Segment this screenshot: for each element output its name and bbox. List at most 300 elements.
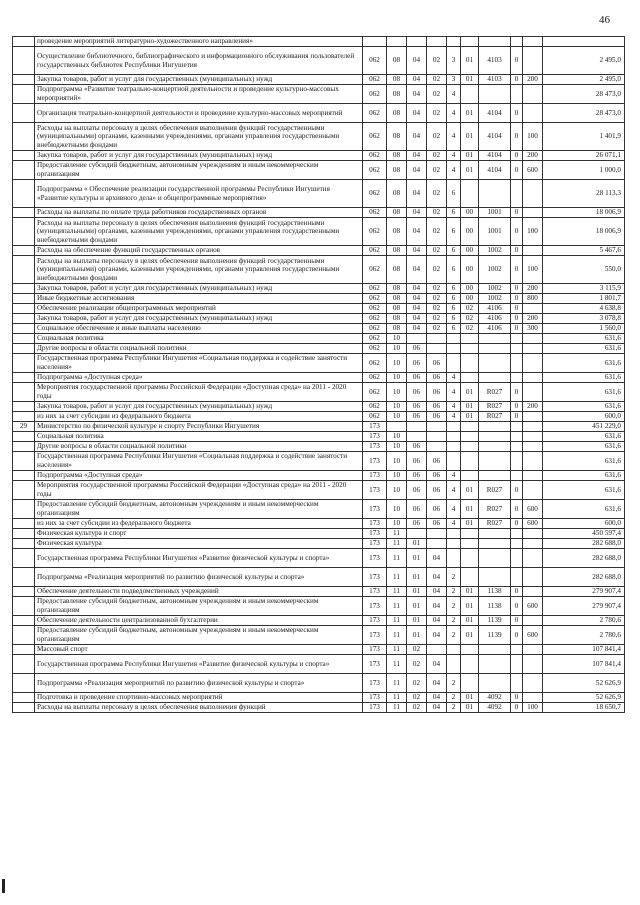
item-name-cell: Социальная политика [35, 334, 363, 344]
ministry-code-cell: 062 [363, 294, 387, 304]
row-number-cell [13, 452, 35, 471]
sub-direction-code-cell: 0 [511, 703, 523, 713]
activity-code-cell [461, 37, 479, 47]
subsection-code-cell: 04 [407, 284, 427, 294]
expense-type-code-cell: 100 [523, 123, 543, 151]
amount-cell: 631,6 [543, 471, 625, 481]
subsection-code-cell: 02 [407, 655, 427, 674]
row-number-cell [13, 324, 35, 334]
item-name-cell: Расходы на выплаты персоналу в целях обеспечения выполнения функций [35, 703, 363, 713]
activity-code-cell: 01 [461, 47, 479, 75]
sub-direction-code-cell [511, 568, 523, 587]
ministry-code-cell: 173 [363, 655, 387, 674]
program-code-cell: 06 [427, 471, 447, 481]
table-row [13, 442, 625, 452]
amount-cell: 18 650,7 [543, 703, 625, 713]
row-number-cell [13, 442, 35, 452]
subprogram-code-cell: 6 [447, 180, 461, 208]
expense-type-code-cell: 100 [523, 703, 543, 713]
item-name-cell: Предоставление субсидий бюджетным, автономным учреждениям и иным некоммерческим организациям [35, 500, 363, 519]
row-number-cell [13, 37, 35, 47]
table-row [13, 500, 625, 519]
table-row [13, 246, 625, 256]
subprogram-code-cell: 6 [447, 314, 461, 324]
subsection-code-cell: 04 [407, 218, 427, 246]
table-row [13, 256, 625, 284]
program-code-cell [427, 344, 447, 354]
subprogram-code-cell: 2 [447, 597, 461, 616]
subsection-code-cell: 02 [407, 703, 427, 713]
section-code-cell: 11 [387, 539, 407, 549]
row-number-cell [13, 334, 35, 344]
ministry-code-cell: 173 [363, 549, 387, 568]
item-name-cell: из них за счет субсидии из федерального бюджета [35, 412, 363, 422]
direction-code-cell: 4106 [479, 324, 511, 334]
subprogram-code-cell: 2 [447, 674, 461, 693]
table-row [13, 471, 625, 481]
item-name-cell: Подпрограмма «Реализация мероприятий по развитию физической культуры и спорта» [35, 674, 363, 693]
subsection-code-cell: 02 [407, 674, 427, 693]
program-code-cell: 02 [427, 256, 447, 284]
direction-code-cell [479, 674, 511, 693]
section-code-cell: 11 [387, 597, 407, 616]
table-row [13, 104, 625, 123]
subprogram-code-cell: 6 [447, 284, 461, 294]
expense-type-code-cell [523, 373, 543, 383]
program-code-cell: 04 [427, 703, 447, 713]
table-row [13, 85, 625, 104]
amount-cell: 18 006,9 [543, 218, 625, 246]
table-row [13, 587, 625, 597]
direction-code-cell [479, 529, 511, 539]
activity-code-cell [461, 529, 479, 539]
section-code-cell: 08 [387, 256, 407, 284]
row-number-cell [13, 373, 35, 383]
direction-code-cell: 4104 [479, 151, 511, 161]
item-name-cell: Физическая культура и спорт [35, 529, 363, 539]
program-code-cell: 02 [427, 104, 447, 123]
row-number-cell [13, 151, 35, 161]
activity-code-cell [461, 568, 479, 587]
item-name-cell: Расходы на выплаты персоналу в целях обеспечения выполнения функций государственными (муниципальными) органами, казенными учреждениями, органами управления государственными внебюджетными фондами [35, 123, 363, 151]
subsection-code-cell: 04 [407, 314, 427, 324]
subprogram-code-cell [447, 344, 461, 354]
ministry-code-cell: 173 [363, 529, 387, 539]
item-name-cell: Мероприятия государственной программы Российской Федерации «Доступная среда» на 2011 - 2020 годы [35, 383, 363, 402]
table-row [13, 324, 625, 334]
row-number-cell [13, 549, 35, 568]
direction-code-cell [479, 354, 511, 373]
activity-code-cell: 01 [461, 500, 479, 519]
activity-code-cell: 02 [461, 324, 479, 334]
table-row [13, 529, 625, 539]
subprogram-code-cell [447, 529, 461, 539]
amount-cell: 2 780,6 [543, 626, 625, 645]
direction-code-cell: 4104 [479, 104, 511, 123]
row-number-cell [13, 412, 35, 422]
expense-type-code-cell: 200 [523, 314, 543, 324]
ministry-code-cell: 173 [363, 645, 387, 655]
program-code-cell: 02 [427, 304, 447, 314]
activity-code-cell: 01 [461, 123, 479, 151]
section-code-cell: 11 [387, 693, 407, 703]
ministry-code-cell: 173 [363, 693, 387, 703]
subsection-code-cell: 06 [407, 412, 427, 422]
direction-code-cell: 4104 [479, 123, 511, 151]
section-code-cell: 10 [387, 402, 407, 412]
sub-direction-code-cell [511, 422, 523, 432]
item-name-cell: Осуществление библиотечного, библиографического и информационного обслуживания пользователей государственных библиотек Республики Ингушетия [35, 47, 363, 75]
subprogram-code-cell: 2 [447, 568, 461, 587]
table-row [13, 208, 625, 218]
expense-type-code-cell: 600 [523, 519, 543, 529]
amount-cell: 631,6 [543, 334, 625, 344]
expense-type-code-cell [523, 85, 543, 104]
row-number-cell [13, 383, 35, 402]
subsection-code-cell: 04 [407, 246, 427, 256]
expense-type-code-cell [523, 412, 543, 422]
row-number-cell [13, 354, 35, 373]
table-row [13, 693, 625, 703]
activity-code-cell: 01 [461, 587, 479, 597]
item-name-cell: Обеспечение деятельности подведомственных учреждений [35, 587, 363, 597]
sub-direction-code-cell [511, 334, 523, 344]
activity-code-cell [461, 645, 479, 655]
amount-cell: 2 495,0 [543, 75, 625, 85]
direction-code-cell: R027 [479, 402, 511, 412]
activity-code-cell: 01 [461, 104, 479, 123]
expense-type-code-cell [523, 655, 543, 674]
table-row [13, 75, 625, 85]
row-number-cell [13, 693, 35, 703]
row-number-cell [13, 655, 35, 674]
program-code-cell: 02 [427, 314, 447, 324]
item-name-cell: Закупка товаров, работ и услуг для государственных (муниципальных) нужд [35, 151, 363, 161]
subsection-code-cell: 04 [407, 324, 427, 334]
program-code-cell [427, 37, 447, 47]
ministry-code-cell: 173 [363, 626, 387, 645]
direction-code-cell [479, 85, 511, 104]
item-name-cell: Закупка товаров, работ и услуг для государственных (муниципальных) нужд [35, 284, 363, 294]
subprogram-code-cell: 6 [447, 208, 461, 218]
activity-code-cell [461, 539, 479, 549]
program-code-cell: 02 [427, 47, 447, 75]
direction-code-cell: 4103 [479, 47, 511, 75]
activity-code-cell [461, 674, 479, 693]
table-row [13, 304, 625, 314]
subprogram-code-cell: 3 [447, 47, 461, 75]
subsection-code-cell: 04 [407, 47, 427, 75]
expense-type-code-cell [523, 616, 543, 626]
sub-direction-code-cell: 0 [511, 218, 523, 246]
subsection-code-cell: 01 [407, 626, 427, 645]
ministry-code-cell: 062 [363, 161, 387, 180]
ministry-code-cell: 062 [363, 218, 387, 246]
table-row [13, 151, 625, 161]
direction-code-cell: 1138 [479, 597, 511, 616]
direction-code-cell: 1138 [479, 587, 511, 597]
sub-direction-code-cell [511, 432, 523, 442]
section-code-cell: 10 [387, 412, 407, 422]
amount-cell: 26 071,1 [543, 151, 625, 161]
amount-cell: 451 229,0 [543, 422, 625, 432]
item-name-cell: Подпрограмма «Доступная среда» [35, 373, 363, 383]
section-code-cell: 10 [387, 471, 407, 481]
program-code-cell: 02 [427, 85, 447, 104]
expense-type-code-cell [523, 693, 543, 703]
ministry-code-cell: 062 [363, 402, 387, 412]
sub-direction-code-cell: 0 [511, 304, 523, 314]
subprogram-code-cell: 6 [447, 218, 461, 246]
amount-cell: 631,6 [543, 500, 625, 519]
direction-code-cell: 4106 [479, 314, 511, 324]
direction-code-cell [479, 645, 511, 655]
subprogram-code-cell: 4 [447, 500, 461, 519]
subprogram-code-cell: 4 [447, 161, 461, 180]
section-code-cell [387, 422, 407, 432]
ministry-code-cell: 173 [363, 442, 387, 452]
program-code-cell: 04 [427, 597, 447, 616]
subsection-code-cell: 01 [407, 597, 427, 616]
subprogram-code-cell: 2 [447, 693, 461, 703]
program-code-cell: 04 [427, 549, 447, 568]
program-code-cell: 06 [427, 519, 447, 529]
section-code-cell: 08 [387, 75, 407, 85]
sub-direction-code-cell: 0 [511, 314, 523, 324]
sub-direction-code-cell [511, 85, 523, 104]
direction-code-cell: R027 [479, 481, 511, 500]
direction-code-cell: 4092 [479, 693, 511, 703]
table-row [13, 354, 625, 373]
direction-code-cell: 1002 [479, 294, 511, 304]
table-row [13, 549, 625, 568]
scan-edge-mark [2, 879, 5, 893]
subprogram-code-cell [447, 539, 461, 549]
table-row [13, 645, 625, 655]
item-name-cell: Государственная программа Республики Ингушетия «Социальная поддержка и содействие занятости населения» [35, 354, 363, 373]
subsection-code-cell: 01 [407, 549, 427, 568]
section-code-cell: 08 [387, 218, 407, 246]
amount-cell: 450 597,4 [543, 529, 625, 539]
amount-cell: 631,6 [543, 344, 625, 354]
subprogram-code-cell: 4 [447, 123, 461, 151]
direction-code-cell: 1002 [479, 284, 511, 294]
table-row [13, 626, 625, 645]
section-code-cell: 08 [387, 161, 407, 180]
program-code-cell: 02 [427, 151, 447, 161]
ministry-code-cell: 173 [363, 539, 387, 549]
subprogram-code-cell: 6 [447, 324, 461, 334]
item-name-cell: Массовый спорт [35, 645, 363, 655]
row-number-cell [13, 519, 35, 529]
program-code-cell: 06 [427, 452, 447, 471]
section-code-cell: 10 [387, 334, 407, 344]
direction-code-cell: 1139 [479, 616, 511, 626]
amount-cell: 52 626,9 [543, 693, 625, 703]
table-row [13, 383, 625, 402]
expense-type-code-cell [523, 354, 543, 373]
sub-direction-code-cell [511, 452, 523, 471]
ministry-code-cell: 062 [363, 373, 387, 383]
program-code-cell: 02 [427, 324, 447, 334]
subsection-code-cell: 06 [407, 354, 427, 373]
row-number-cell: 29 [13, 422, 35, 432]
subsection-code-cell: 01 [407, 539, 427, 549]
table-row [13, 334, 625, 344]
program-code-cell [427, 645, 447, 655]
table-row [13, 703, 625, 713]
section-code-cell: 08 [387, 314, 407, 324]
subsection-code-cell: 06 [407, 442, 427, 452]
amount-cell: 4 638,8 [543, 304, 625, 314]
subsection-code-cell: 06 [407, 383, 427, 402]
direction-code-cell [479, 471, 511, 481]
ministry-code-cell: 062 [363, 284, 387, 294]
amount-cell: 631,6 [543, 402, 625, 412]
program-code-cell: 04 [427, 587, 447, 597]
subsection-code-cell: 01 [407, 616, 427, 626]
amount-cell: 1 560,0 [543, 324, 625, 334]
activity-code-cell: 01 [461, 703, 479, 713]
subsection-code-cell: 04 [407, 304, 427, 314]
sub-direction-code-cell: 0 [511, 324, 523, 334]
program-code-cell: 02 [427, 294, 447, 304]
direction-code-cell: R027 [479, 383, 511, 402]
subsection-code-cell: 06 [407, 402, 427, 412]
item-name-cell: Другие вопросы в области социальной политики [35, 442, 363, 452]
item-name-cell: Обеспечение реализации общепрограммных мероприятий [35, 304, 363, 314]
amount-cell: 631,6 [543, 442, 625, 452]
item-name-cell: Физическая культура [35, 539, 363, 549]
subsection-code-cell: 06 [407, 344, 427, 354]
section-code-cell: 08 [387, 294, 407, 304]
item-name-cell: Закупка товаров, работ и услуг для государственных (муниципальных) нужд [35, 75, 363, 85]
subprogram-code-cell: 2 [447, 703, 461, 713]
expense-type-code-cell: 200 [523, 284, 543, 294]
activity-code-cell: 01 [461, 412, 479, 422]
item-name-cell: Обеспечение деятельности централизованной бухгалтерии [35, 616, 363, 626]
item-name-cell: Государственная программа Республики Ингушетия «Развитие физической культуры и спорта» [35, 549, 363, 568]
ministry-code-cell: 062 [363, 354, 387, 373]
item-name-cell: Расходы на выплаты персоналу в целях обеспечения выполнения функций государственными (муниципальными) органами, казенными учреждениями, органами управления государственными внебюджетными фондами [35, 256, 363, 284]
row-number-cell [13, 218, 35, 246]
subprogram-code-cell [447, 37, 461, 47]
item-name-cell: Социальная политика [35, 432, 363, 442]
ministry-code-cell: 062 [363, 75, 387, 85]
direction-code-cell [479, 442, 511, 452]
budget-table [12, 36, 625, 713]
program-code-cell: 06 [427, 481, 447, 500]
item-name-cell: Организация театрально-концертной деятельности и проведение культурно-массовых мероприятий [35, 104, 363, 123]
expense-type-code-cell [523, 529, 543, 539]
subsection-code-cell: 06 [407, 373, 427, 383]
subsection-code-cell: 02 [407, 693, 427, 703]
program-code-cell [427, 539, 447, 549]
table-row [13, 432, 625, 442]
row-number-cell [13, 161, 35, 180]
amount-cell: 52 626,9 [543, 674, 625, 693]
expense-type-code-cell [523, 432, 543, 442]
subprogram-code-cell [447, 422, 461, 432]
expense-type-code-cell: 600 [523, 597, 543, 616]
row-number-cell [13, 587, 35, 597]
section-code-cell: 10 [387, 481, 407, 500]
amount-cell: 631,6 [543, 383, 625, 402]
program-code-cell: 06 [427, 402, 447, 412]
subsection-code-cell [407, 432, 427, 442]
ministry-code-cell: 062 [363, 151, 387, 161]
section-code-cell: 10 [387, 354, 407, 373]
subsection-code-cell: 01 [407, 587, 427, 597]
section-code-cell: 08 [387, 324, 407, 334]
expense-type-code-cell [523, 481, 543, 500]
expense-type-code-cell: 100 [523, 218, 543, 246]
expense-type-code-cell [523, 208, 543, 218]
page-number: 46 [599, 14, 610, 26]
ministry-code-cell: 173 [363, 481, 387, 500]
activity-code-cell: 00 [461, 256, 479, 284]
amount-cell: 631,6 [543, 452, 625, 471]
direction-code-cell: 4103 [479, 75, 511, 85]
expense-type-code-cell [523, 344, 543, 354]
subsection-code-cell: 04 [407, 294, 427, 304]
activity-code-cell: 00 [461, 208, 479, 218]
amount-cell: 282 688,0 [543, 539, 625, 549]
subprogram-code-cell [447, 354, 461, 373]
ministry-code-cell: 062 [363, 324, 387, 334]
table-row [13, 422, 625, 432]
program-code-cell: 04 [427, 626, 447, 645]
amount-cell: 279 907,4 [543, 597, 625, 616]
section-code-cell: 11 [387, 616, 407, 626]
sub-direction-code-cell: 0 [511, 500, 523, 519]
direction-code-cell [479, 432, 511, 442]
ministry-code-cell: 173 [363, 703, 387, 713]
sub-direction-code-cell [511, 471, 523, 481]
sub-direction-code-cell [511, 344, 523, 354]
sub-direction-code-cell: 0 [511, 256, 523, 284]
subsection-code-cell: 01 [407, 568, 427, 587]
activity-code-cell [461, 549, 479, 568]
item-name-cell: проведение мероприятий литературно-художественного направления» [35, 37, 363, 47]
table-row [13, 180, 625, 208]
row-number-cell [13, 47, 35, 75]
expense-type-code-cell [523, 304, 543, 314]
subprogram-code-cell: 3 [447, 75, 461, 85]
subprogram-code-cell: 4 [447, 412, 461, 422]
direction-code-cell: R027 [479, 500, 511, 519]
program-code-cell: 06 [427, 500, 447, 519]
section-code-cell: 08 [387, 304, 407, 314]
direction-code-cell [479, 37, 511, 47]
activity-code-cell: 01 [461, 519, 479, 529]
table-row [13, 344, 625, 354]
section-code-cell: 08 [387, 246, 407, 256]
subsection-code-cell: 04 [407, 161, 427, 180]
section-code-cell: 08 [387, 151, 407, 161]
table-row [13, 674, 625, 693]
sub-direction-code-cell [511, 442, 523, 452]
sub-direction-code-cell: 0 [511, 246, 523, 256]
ministry-code-cell: 173 [363, 597, 387, 616]
direction-code-cell: 4092 [479, 703, 511, 713]
program-code-cell [427, 334, 447, 344]
sub-direction-code-cell: 0 [511, 616, 523, 626]
ministry-code-cell: 173 [363, 674, 387, 693]
section-code-cell: 08 [387, 180, 407, 208]
activity-code-cell: 00 [461, 218, 479, 246]
subsection-code-cell [407, 422, 427, 432]
